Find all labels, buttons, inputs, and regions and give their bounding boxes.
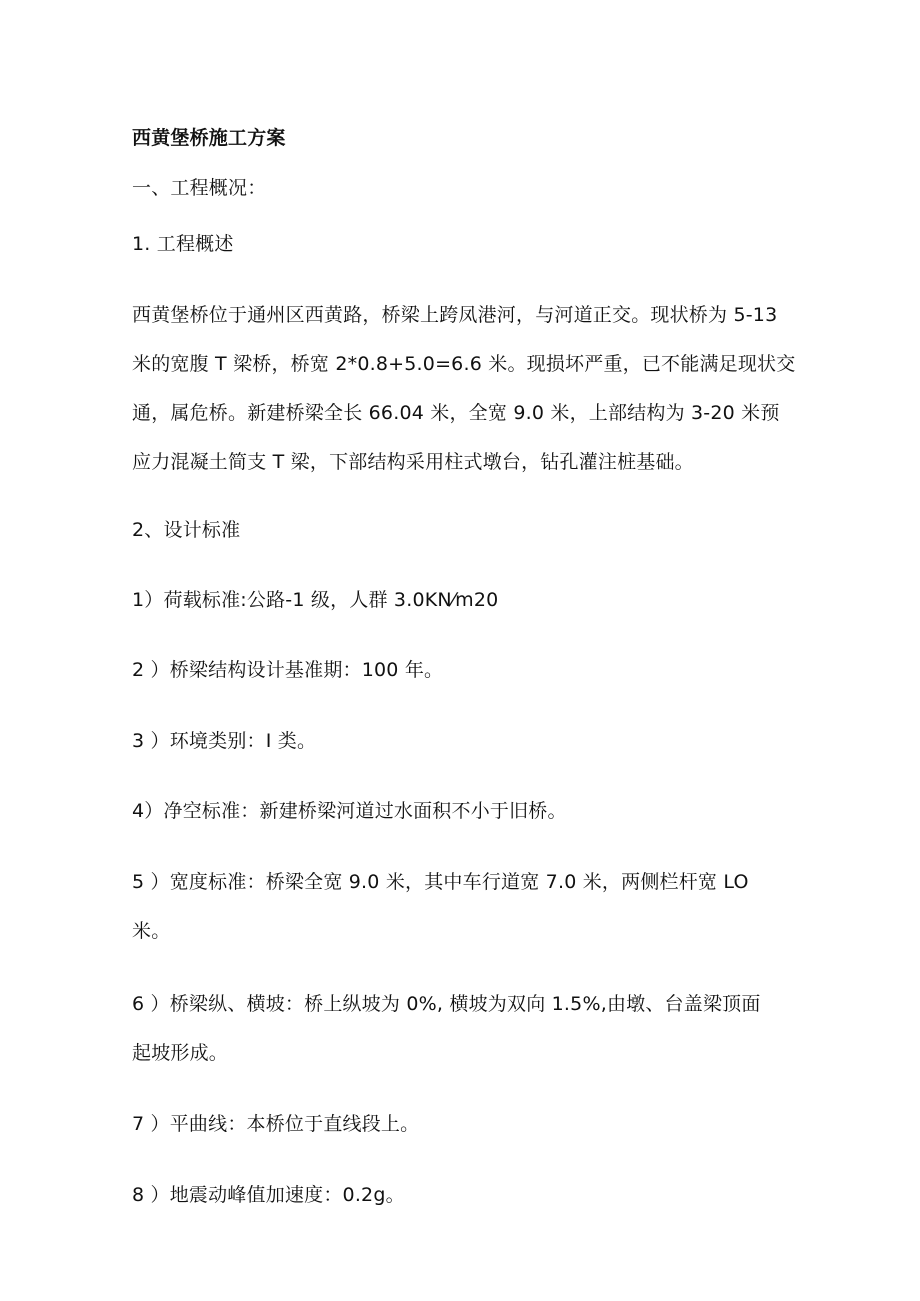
standard-item: 1）荷载标准:公路-1 级，人群 3.0KN⁄m20 xyxy=(132,589,499,611)
paragraph-line: 通，属危桥。新建桥梁全长 66.04 米，全宽 9.0 米，上部结构为 3-20 米预 xyxy=(132,402,780,424)
standard-item: 8 ）地震动峰值加速度：0.2g。 xyxy=(132,1184,405,1206)
standard-item-line: 5 ）宽度标准：桥梁全宽 9.0 米，其中车行道宽 7.0 米，两侧栏杆宽 LO xyxy=(132,871,749,893)
standard-item-line: 起坡形成。 xyxy=(132,1042,229,1064)
paragraph-line: 应力混凝土简支 T 梁，下部结构采用柱式墩台，钻孔灌注桩基础。 xyxy=(132,451,694,473)
subsection-heading: 1. 工程概述 xyxy=(132,233,234,255)
standard-item xyxy=(132,992,802,1090)
standard-item: 3 ）环境类别：I 类。 xyxy=(132,730,317,752)
paragraph-line: 米的宽腹 T 梁桥，桥宽 2*0.8+5.0=6.6 米。现损坏严重，已不能满足现状交 xyxy=(132,353,796,375)
standard-item xyxy=(132,870,802,968)
standard-item: 4）净空标准：新建桥梁河道过水面积不小于旧桥。 xyxy=(132,800,567,822)
overview-paragraph xyxy=(132,303,802,499)
standard-item-line: 米。 xyxy=(132,920,171,942)
standard-item: 7 ）平曲线：本桥位于直线段上。 xyxy=(132,1113,420,1135)
section-heading: 一、工程概况： xyxy=(132,177,267,199)
standard-item: 2 ）桥梁结构设计基准期：100 年。 xyxy=(132,659,444,681)
standard-item-line: 6 ）桥梁纵、横坡：桥上纵坡为 0%, 横坡为双向 1.5%,由墩、台盖梁顶面 xyxy=(132,993,761,1015)
document-title: 西黄堡桥施工方案 xyxy=(132,127,286,149)
subsection-heading: 2、设计标准 xyxy=(132,519,241,541)
paragraph-line: 西黄堡桥位于通州区西黄路，桥梁上跨凤港河，与河道正交。现状桥为 5-13 xyxy=(132,304,778,326)
